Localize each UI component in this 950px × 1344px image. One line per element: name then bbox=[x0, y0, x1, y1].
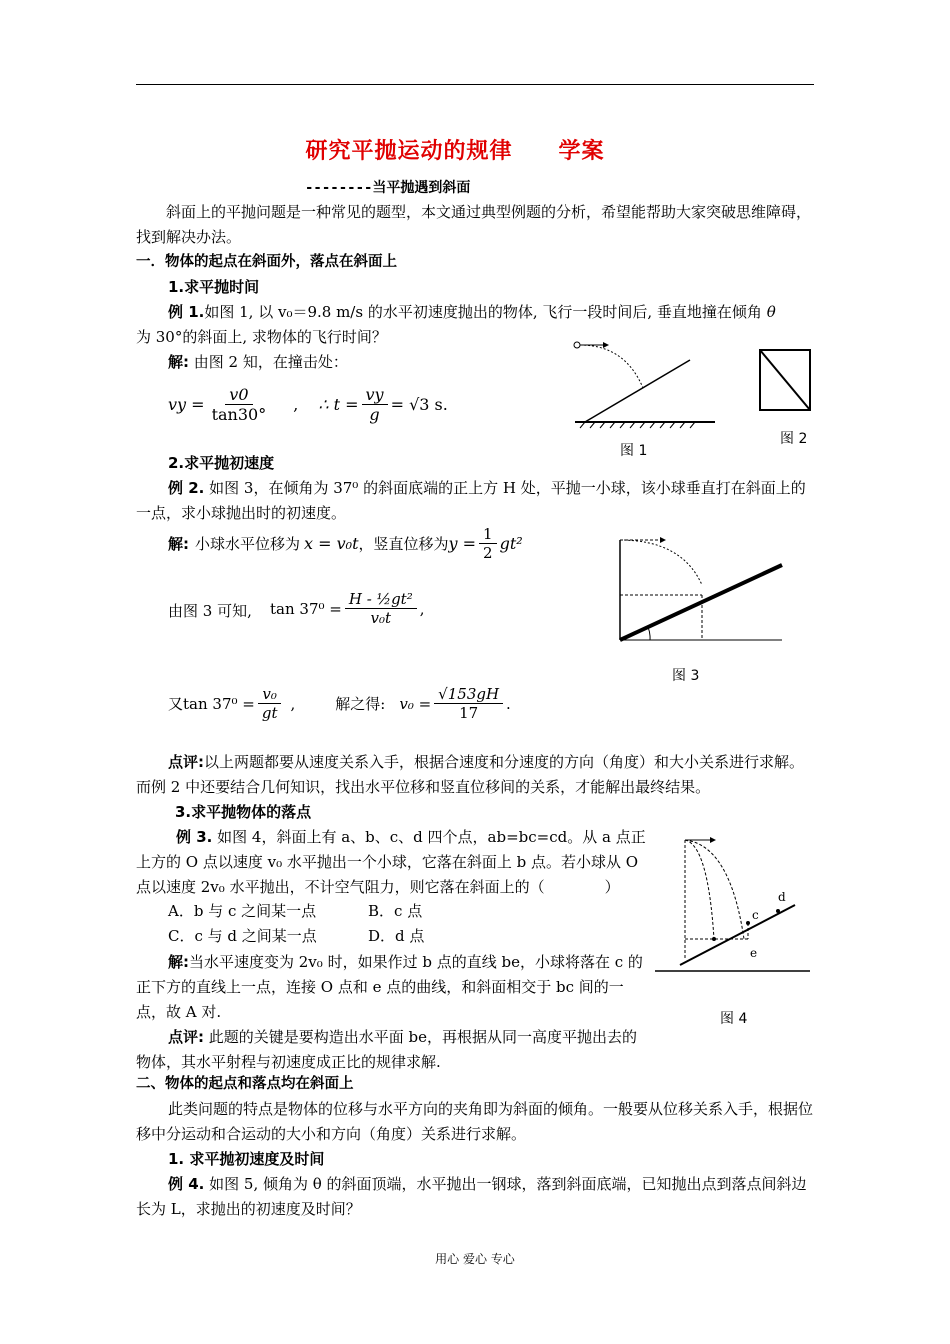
ball-start bbox=[574, 342, 580, 348]
figure-2-caption: 图 2 bbox=[780, 431, 808, 447]
eq1-rhs: = √3 s. bbox=[390, 395, 448, 414]
solution2-line1: 解: 小球水平位移为 x = v₀t ，竖直位移为 y = $\frac{1}{2}$ gt² bbox=[168, 525, 523, 562]
comment-paragraph: 点评:以上两题都要从速度关系入手，根据合速度和分速度的方向（角度）和大小关系进行求解。而例 2 中还要结合几何知识，找出水平位移和竖直位移间的关系，才能解出最终结果。 bbox=[136, 753, 805, 796]
label-c: c bbox=[752, 908, 759, 922]
eq1-lhs: vy = bbox=[168, 395, 205, 414]
page-title: 研究平抛运动的规律 学案 bbox=[305, 139, 605, 164]
intro-paragraph: 斜面上的平抛问题是一种常见的题型，本文通过典型例题的分析，希望能帮助大家突破思维障碍，找到解决办法。 bbox=[136, 203, 812, 246]
tan-equation: tan 37⁰ = $\frac{\text{H - ½gt²}}{\text{v₀t}}$ , bbox=[270, 590, 425, 627]
answer-fraction: $\frac{√153gH}{17}$ bbox=[434, 685, 503, 722]
solution2-line3: 又 tan 37⁰ = $\frac{\text{v₀}}{gt}$ , 解之得: v₀ = $\frac{√153gH}{17}$ . bbox=[168, 685, 511, 722]
comment-label: 点评: bbox=[168, 753, 204, 771]
figure-1-caption: 图 1 bbox=[620, 443, 648, 459]
eq1-sep: , bbox=[293, 395, 299, 414]
example1-line2: 为 30°的斜面上, 求物体的飞行时间？ bbox=[136, 328, 387, 346]
section1-heading: 一．物体的起点在斜面外，落点在斜面上 bbox=[136, 254, 397, 270]
figure-3 bbox=[592, 525, 792, 650]
figure-1 bbox=[565, 330, 725, 435]
theta-symbol: θ bbox=[766, 303, 776, 321]
label-d: d bbox=[778, 890, 786, 904]
example4-text: 例 4. 如图 5, 倾角为 θ 的斜面顶端，水平抛出一钢球，落到斜面底端，已知抛出点到落点间斜边长为 L，求抛出的初速度及时间？ bbox=[136, 1175, 807, 1218]
arrowhead bbox=[710, 837, 716, 843]
section2-sub1: 1. 求平抛初速度及时间 bbox=[168, 1150, 325, 1168]
point-b bbox=[712, 937, 716, 941]
header-rule bbox=[136, 84, 814, 85]
option-c: C．c 与 d 之间某一点 bbox=[168, 927, 317, 945]
option-a: A．b 与 c 之间某一点 bbox=[168, 902, 317, 920]
page-footer: 用心 爱心 专心 bbox=[435, 1252, 515, 1266]
figure-2 bbox=[740, 330, 820, 420]
example3-label: 例 3. bbox=[176, 828, 213, 846]
solution2-label: 解: bbox=[168, 535, 189, 553]
label-e: e bbox=[750, 946, 758, 960]
example3-text: 例 3. 如图 4，斜面上有 a、b、c、d 四个点，ab=bc=cd。从 a 点正上方的 O 点以速度 v₀ 水平抛出一个小球，它落在斜面上 b 点。若小球从 O 点以速度 2v₀ 水平抛出，不计空气阻力，则它落在斜面上的（ ） bbox=[136, 828, 646, 896]
eq1-fraction2: $\frac{vy}{g}$ bbox=[362, 385, 388, 424]
example2-text: 例 2. 如图 3，在倾角为 37⁰ 的斜面底端的正上方 H 处，平抛一小球，该小球垂直打在斜面上的一点，求小球抛出时的初速度。 bbox=[136, 479, 806, 522]
page-subtitle: --------当平抛遇到斜面 bbox=[305, 180, 471, 196]
example1-line1 bbox=[168, 300, 814, 325]
arrowhead bbox=[603, 342, 609, 348]
incline-line bbox=[620, 565, 782, 640]
comment3-label: 点评: bbox=[168, 1028, 204, 1046]
equation-1 bbox=[168, 385, 448, 424]
comment3-text: 点评: 此题的关键是要构造出水平面 be，再根据从同一高度平抛出去的物体，其水平射程与初速度成正比的规律求解. bbox=[136, 1028, 638, 1071]
trajectory bbox=[620, 540, 702, 585]
solution3-label: 解: bbox=[168, 953, 189, 971]
solution1-intro bbox=[168, 350, 548, 375]
y-equation: y = bbox=[448, 534, 477, 553]
section2-intro: 此类问题的特点是物体的位移与水平方向的夹角即为斜面的倾角。一般要从位移关系入手，根据位移中分运动和合运动的大小和方向（角度）关系进行求解。 bbox=[136, 1100, 814, 1143]
trajectory-b bbox=[685, 840, 714, 939]
example1-text: 如图 1, 以 v₀＝9.8 m/s 的水平初速度抛出的物体, 飞行一段时间后, 垂直地撞在倾角 bbox=[204, 303, 762, 321]
angle-arc bbox=[648, 627, 650, 640]
sub2-heading: 2.求平抛初速度 bbox=[168, 454, 275, 472]
figure-4 bbox=[650, 825, 820, 980]
solution3-text: 解:当水平速度变为 2v₀ 时，如果作过 b 点的直线 be，小球将落在 c 的正下方的直线上一点，连接 O 点和 e 点的曲线，和斜面相交于 bc 间的一点，故 A 对. bbox=[136, 953, 643, 1021]
trajectory bbox=[580, 345, 643, 388]
section2-heading: 二、物体的起点和落点均在斜面上 bbox=[136, 1076, 354, 1092]
incline-line bbox=[680, 905, 795, 965]
point-d bbox=[776, 909, 780, 913]
figure-3-caption: 图 3 bbox=[672, 668, 700, 684]
solution1-label: 解: bbox=[168, 353, 189, 371]
option-b: B．c 点 bbox=[368, 902, 423, 920]
option-d: D．d 点 bbox=[368, 927, 425, 945]
x-equation: x = v₀t bbox=[304, 534, 359, 553]
arrowhead bbox=[660, 537, 666, 543]
eq1-therefore: ∴ t = bbox=[318, 395, 359, 414]
sub1-heading: 1.求平抛时间 bbox=[168, 278, 260, 296]
trajectory-e bbox=[685, 840, 744, 939]
example1-label: 例 1. bbox=[168, 303, 205, 321]
solution1-text: 由图 2 知，在撞击处： bbox=[193, 353, 348, 371]
point-c bbox=[746, 921, 750, 925]
solution2-line2: 由图 3 可知, bbox=[168, 602, 252, 620]
sub3-heading: 3.求平抛物体的落点 bbox=[175, 803, 312, 821]
example4-label: 例 4. bbox=[168, 1175, 205, 1193]
eq1-fraction: $\frac{v0}{\tan 30^\circ}$ bbox=[211, 385, 267, 424]
figure-4-caption: 图 4 bbox=[720, 1011, 748, 1027]
example2-label: 例 2. bbox=[168, 479, 205, 497]
incline-line bbox=[585, 360, 690, 422]
resultant-velocity bbox=[760, 350, 810, 410]
